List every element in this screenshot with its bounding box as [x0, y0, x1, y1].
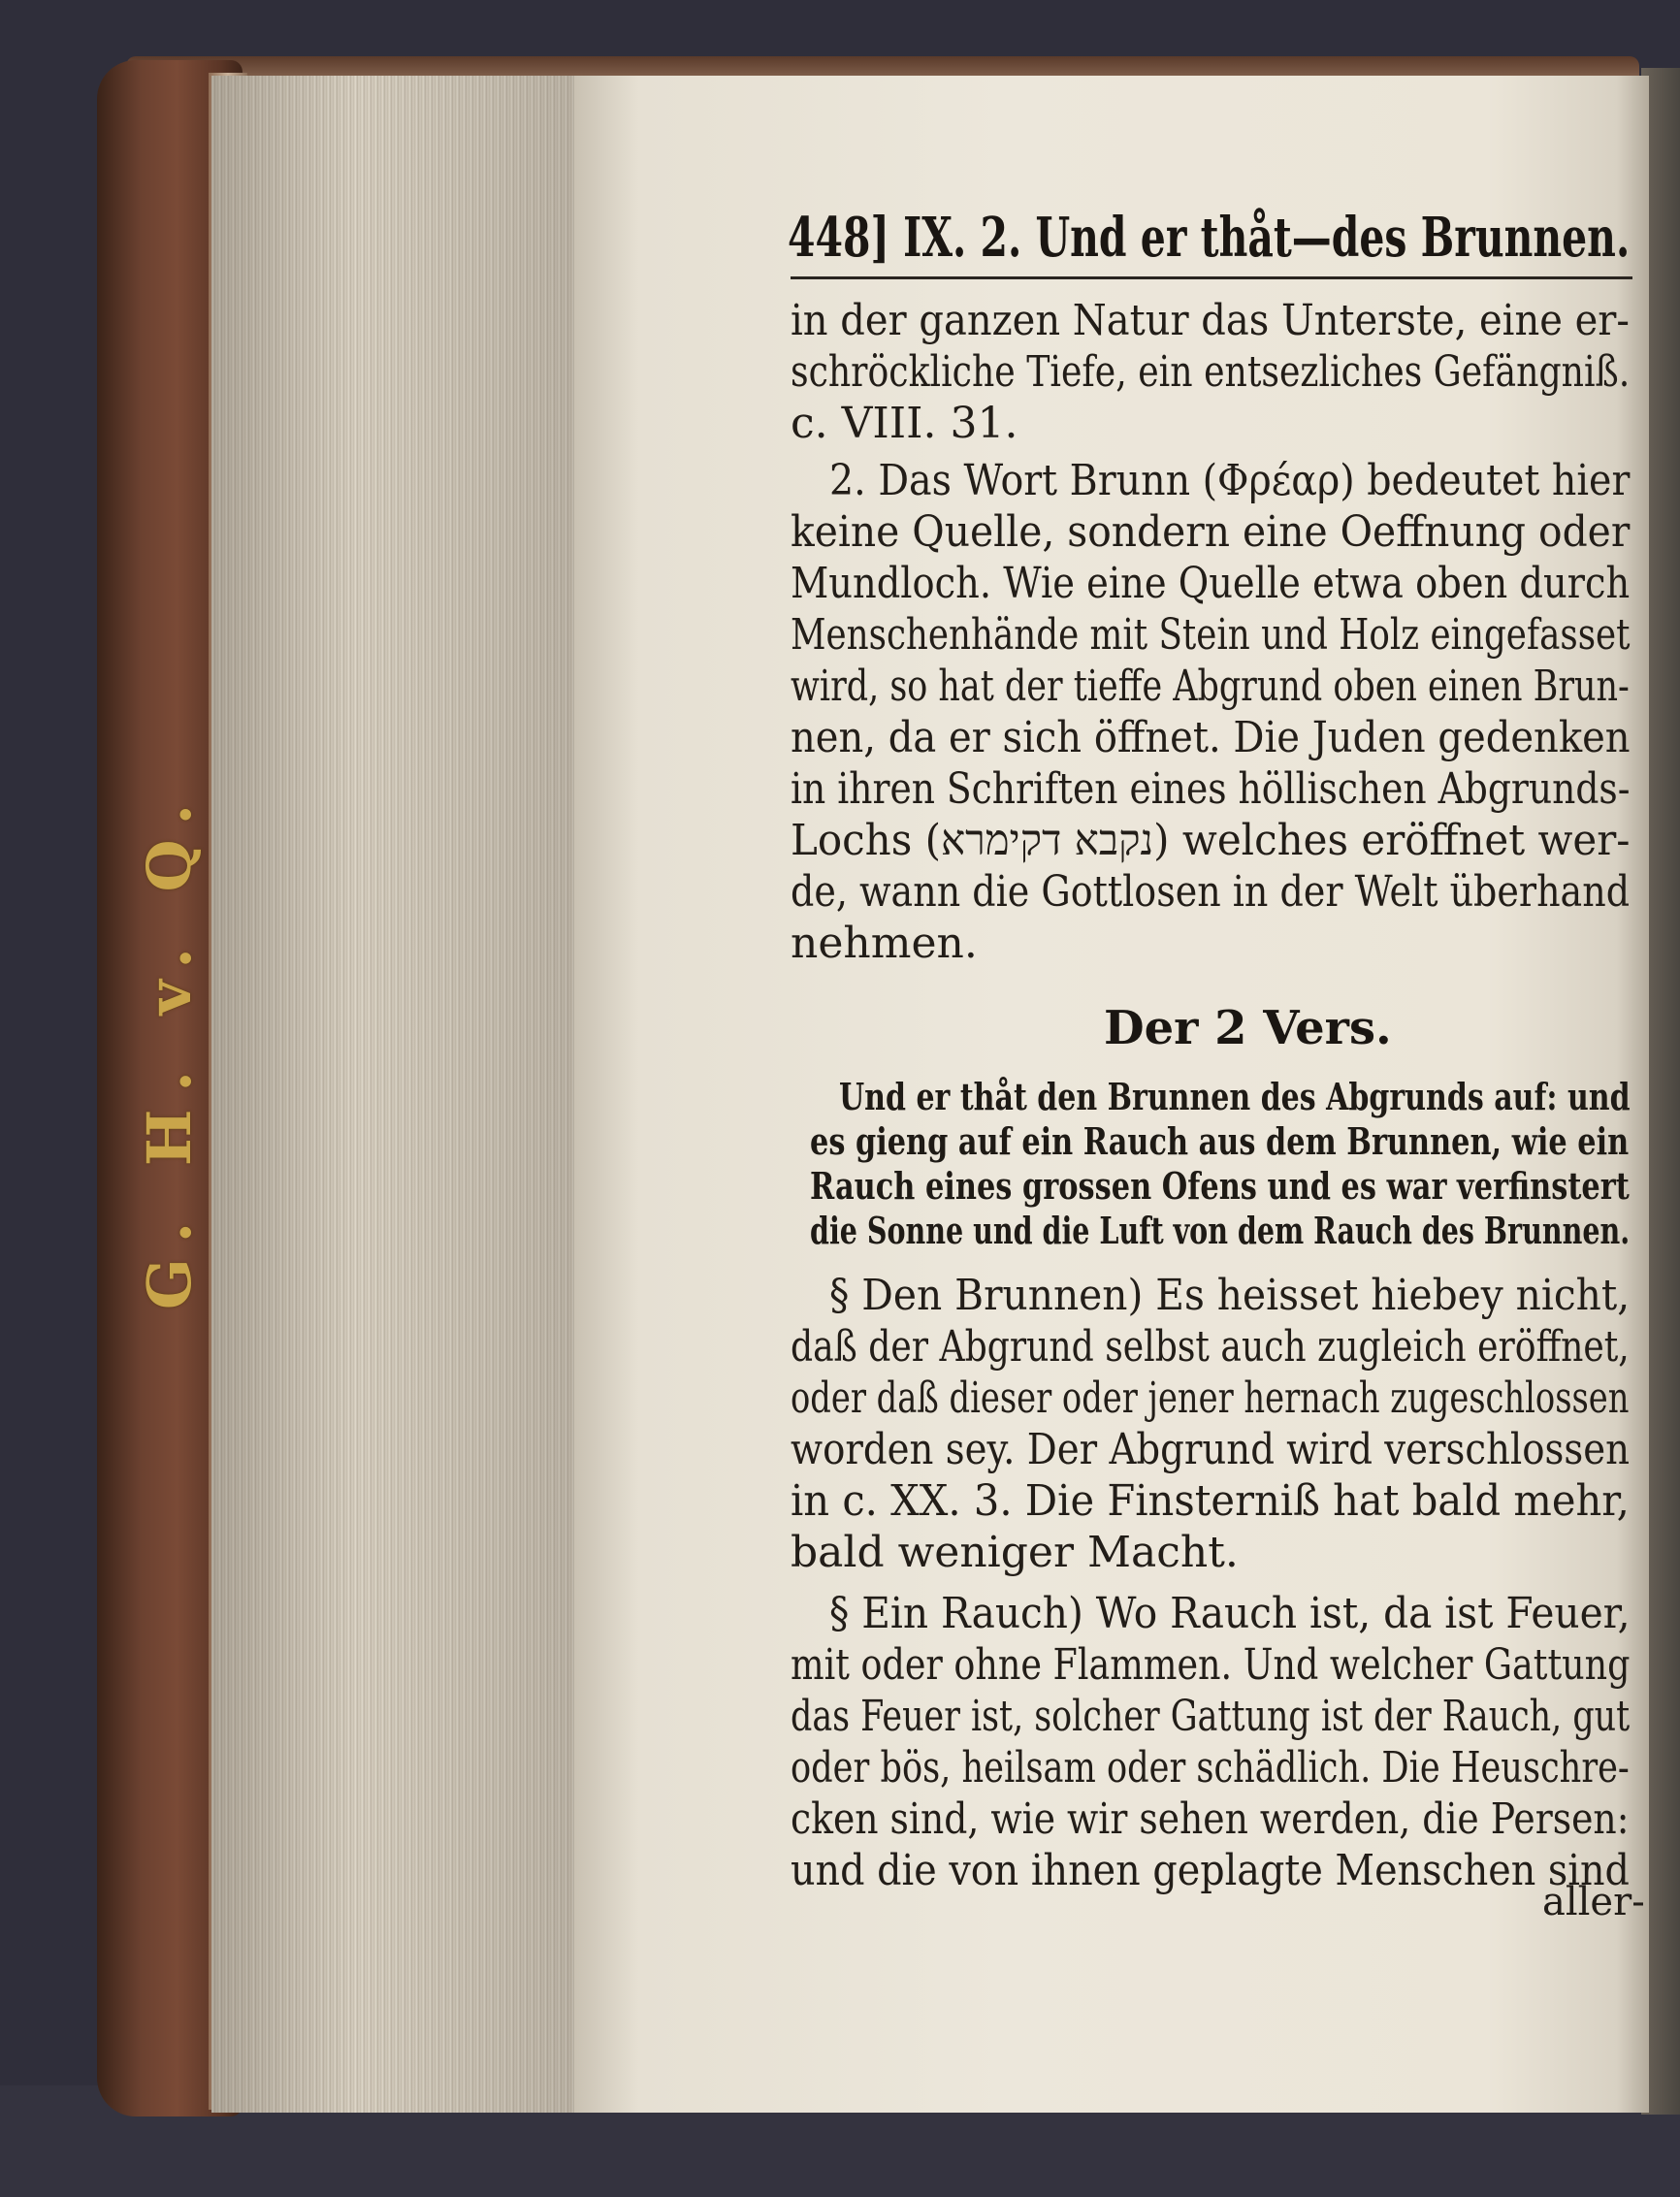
catchword: aller-: [1542, 1880, 1645, 1924]
commentary-line: cken sind, wie wir sehen werden, die Persen:: [791, 1794, 1630, 1844]
commentary-line: mit oder ohne Flammen. Und welcher Gattung: [791, 1640, 1631, 1690]
spine-title-text: G. H. v. Q.: [134, 786, 206, 1309]
commentary-line: in c. XX. 3. Die Finsterniß hat bald mehr,: [791, 1476, 1630, 1526]
commentary-line: oder bös, heilsam oder schädlich. Die Heuschre-: [791, 1743, 1630, 1793]
spine-title: [112, 786, 228, 1309]
commentary-line: § Ein Rauch) Wo Rauch ist, da ist Feuer,: [829, 1589, 1631, 1638]
commentary-line: § Den Brunnen) Es heisset hiebey nicht,: [829, 1271, 1631, 1320]
commentary-line: das Feuer ist, solcher Gattung ist der Rauch, gut: [791, 1692, 1631, 1741]
paragraph-line: c. VIII. 31.: [791, 399, 1018, 448]
verse-line: Und er thåt den Brunnen des Abgrunds auf: und: [839, 1075, 1631, 1118]
paragraph-line: wird, so hat der tieffe Abgrund oben einen Brun-: [791, 662, 1630, 711]
paragraph-line: Menschenhände mit Stein und Holz eingefasset: [791, 610, 1631, 660]
verse-line: es gieng auf ein Rauch aus dem Brunnen, wie ein: [810, 1119, 1630, 1163]
running-header: 448] IX. 2. Und er thåt—des Brunnen.: [788, 206, 1631, 270]
page-edges-shade: [211, 76, 575, 2113]
verse-heading: Der 2 Vers.: [1104, 1001, 1392, 1055]
paragraph-line: schröckliche Tiefe, ein entsezliches Gefängniß.: [791, 347, 1631, 397]
commentary-line: daß der Abgrund selbst auch zugleich eröffnet,: [791, 1322, 1630, 1372]
paragraph-line: Mundloch. Wie eine Quelle etwa oben durch: [791, 559, 1631, 608]
paragraph-line: in ihren Schriften eines höllischen Abgrunds-: [791, 764, 1631, 814]
paragraph-line: 2. Das Wort Brunn (Φρέαρ) bedeutet hier: [829, 456, 1631, 505]
commentary-line: und die von ihnen geplagte Menschen sind: [791, 1846, 1630, 1895]
commentary-line: bald weniger Macht.: [791, 1528, 1239, 1577]
header-rule: [791, 276, 1632, 279]
verse-line: Rauch eines grossen Ofens und es war verfinstert: [810, 1164, 1630, 1208]
paragraph-line: de, wann die Gottlosen in der Welt überhand: [791, 867, 1631, 917]
paragraph-line: nen, da er sich öffnet. Die Juden gedenken: [791, 713, 1631, 762]
paragraph-line: Lochs (נקבא דקימרא) welches eröffnet wer-: [791, 816, 1631, 865]
verse-line: die Sonne und die Luft von dem Rauch des Brunnen.: [810, 1209, 1631, 1252]
commentary-line: oder daß dieser oder jener hernach zugeschlossen: [791, 1373, 1630, 1423]
paragraph-line: in der ganzen Natur das Unterste, eine er-: [791, 296, 1630, 345]
commentary-line: worden sey. Der Abgrund wird verschlossen: [791, 1425, 1631, 1474]
paragraph-line: keine Quelle, sondern eine Oeffnung oder: [791, 507, 1631, 557]
paragraph-line: nehmen.: [791, 919, 978, 968]
